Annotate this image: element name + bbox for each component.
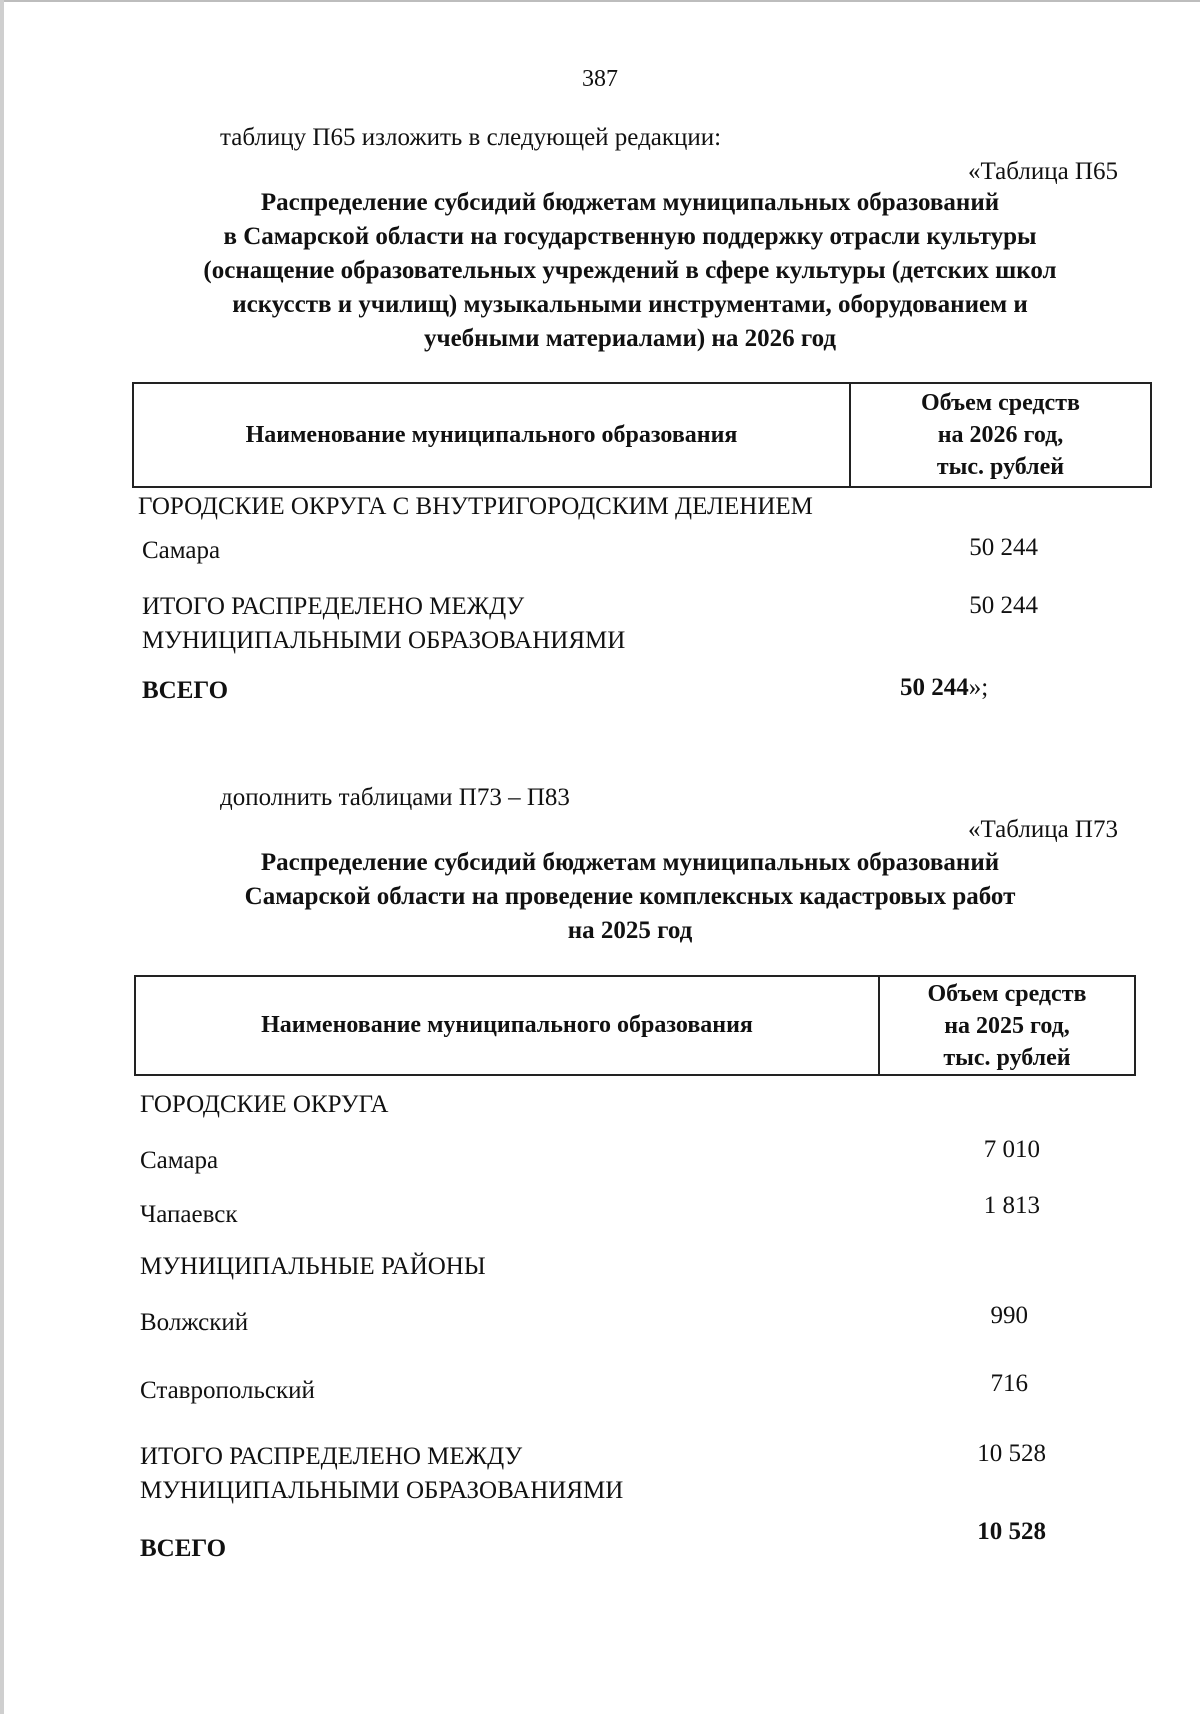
table-p73-header (134, 975, 1136, 1076)
table-row-name: Чапаевск (140, 1201, 238, 1228)
grand-total-label: ВСЕГО (140, 1535, 227, 1562)
table-row-value: 716 (990, 1370, 1028, 1397)
header-line: Объем средств (927, 980, 1087, 1007)
column-header-name: Наименование муниципального образования (136, 977, 880, 1074)
header-line: Объем средств (921, 390, 1080, 416)
total-distributed-label (140, 1440, 623, 1508)
table-row-name: Ставропольский (140, 1377, 315, 1404)
table-row-value: 7 010 (983, 1136, 1040, 1163)
table-row-name: Самара (142, 537, 221, 564)
grand-total-value (900, 674, 988, 702)
table-p73-label: «Таблица П73 (968, 816, 1118, 843)
table-row-name: Самара (140, 1147, 219, 1174)
grand-total-label: ВСЕГО (142, 677, 229, 704)
table-row-value: 50 244 (969, 534, 1038, 561)
intro-paragraph-1: таблицу П65 изложить в следующей редакции: (220, 124, 722, 151)
section-heading: ГОРОДСКИЕ ОКРУГА (140, 1091, 389, 1118)
table-p65-title (100, 186, 1160, 356)
scan-top-edge (0, 0, 1200, 2)
header-line: на 2026 год, (937, 422, 1064, 448)
section-heading: МУНИЦИПАЛЬНЫЕ РАЙОНЫ (140, 1253, 486, 1280)
total-line: МУНИЦИПАЛЬНЫМИ ОБРАЗОВАНИЯМИ (140, 1477, 624, 1504)
intro-paragraph-2: дополнить таблицами П73 – П83 (220, 784, 570, 811)
total-distributed-value: 50 244 (969, 592, 1038, 619)
table-p65-label: «Таблица П65 (968, 158, 1118, 185)
title-line: искусств и училищ) музыкальными инструментами, оборудованием и (232, 291, 1028, 318)
total-distributed-label (142, 590, 625, 658)
table-row-value: 990 (990, 1302, 1028, 1329)
header-line: тыс. рублей (943, 1044, 1071, 1071)
scan-left-edge (0, 0, 4, 1714)
total-line: ИТОГО РАСПРЕДЕЛЕНО МЕЖДУ (140, 1443, 523, 1470)
table-p73-title (100, 846, 1160, 948)
section-heading: ГОРОДСКИЕ ОКРУГА С ВНУТРИГОРОДСКИМ ДЕЛЕНИЕМ (138, 493, 813, 520)
table-row-name: Волжский (140, 1309, 249, 1336)
title-line: учебными материалами) на 2026 год (423, 325, 836, 352)
title-line: Распределение субсидий бюджетам муниципальных образований (260, 189, 1000, 216)
title-line: на 2025 год (567, 917, 693, 944)
total-distributed-value: 10 528 (977, 1440, 1046, 1467)
column-header-amount (880, 977, 1134, 1074)
grand-total-value: 10 528 (977, 1518, 1046, 1545)
table-row-value: 1 813 (983, 1192, 1040, 1219)
total-line: МУНИЦИПАЛЬНЫМИ ОБРАЗОВАНИЯМИ (142, 627, 626, 654)
title-line: в Самарской области на государственную поддержку отрасли культуры (223, 223, 1037, 250)
grand-total-number: 50 244 (900, 674, 969, 701)
column-header-name: Наименование муниципального образования (134, 384, 851, 486)
title-line: Распределение субсидий бюджетам муниципальных образований (260, 849, 1000, 876)
header-line: на 2025 год, (944, 1012, 1070, 1039)
column-header-amount (851, 384, 1150, 486)
page-number: 387 (582, 66, 618, 92)
title-line: (оснащение образовательных учреждений в сфере культуры (детских школ (203, 257, 1057, 284)
closing-quote: »; (968, 674, 989, 701)
total-line: ИТОГО РАСПРЕДЕЛЕНО МЕЖДУ (142, 593, 525, 620)
title-line: Самарской области на проведение комплексных кадастровых работ (244, 883, 1016, 910)
header-line: тыс. рублей (936, 454, 1065, 480)
table-p65-header (132, 382, 1152, 488)
